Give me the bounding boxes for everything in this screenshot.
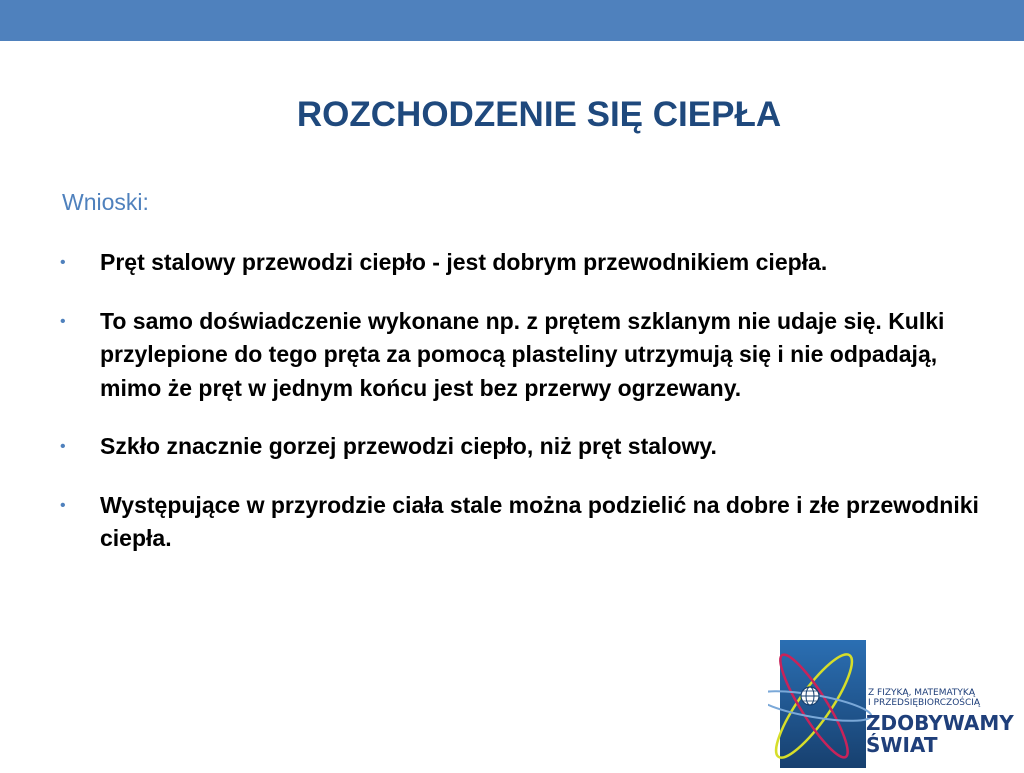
- logo-line-2: I PRZEDSIĘBIORCZOŚCIĄ: [868, 698, 981, 708]
- logo: [768, 624, 1024, 768]
- logo-line-4: ŚWIAT: [866, 733, 938, 757]
- bullet-marker: •: [60, 254, 66, 271]
- bullet-item: [60, 489, 980, 556]
- bullet-marker: •: [60, 496, 66, 514]
- bullet-marker: •: [60, 438, 66, 455]
- slide-title: ROZCHODZENIE SIĘ CIEPŁA: [296, 95, 782, 134]
- bullet-text: Występujące w przyrodzie ciała stale można podzielić na dobre i złe przewodniki ciepła.: [100, 491, 979, 551]
- bullet-item: [60, 246, 980, 280]
- bullet-text: Pręt stalowy przewodzi ciepło - jest dobrym przewodnikiem ciepła.: [100, 249, 828, 275]
- bullet-list: [60, 246, 980, 581]
- bullet-item: [60, 430, 980, 464]
- logo-line-1: Z FIZYKĄ, MATEMATYKĄ: [868, 688, 975, 698]
- subheading: Wnioski:: [62, 189, 149, 215]
- logo-line-3: ZDOBYWAMY: [866, 711, 1014, 735]
- bullet-item: [60, 305, 980, 406]
- bullet-marker: •: [60, 312, 66, 330]
- bullet-text: Szkło znacznie gorzej przewodzi ciepło, niż pręt stalowy.: [100, 433, 717, 459]
- top-accent-bar: [0, 0, 1024, 41]
- globe-icon: [801, 687, 819, 705]
- bullet-text: To samo doświadczenie wykonane np. z prętem szklanym nie udaje się. Kulki przylepione do tego pręta za pomocą plasteliny utrzymują się i nie odpadają, mimo że pręt w jednym końcu jest bez przerwy ogrzewany.: [100, 307, 945, 401]
